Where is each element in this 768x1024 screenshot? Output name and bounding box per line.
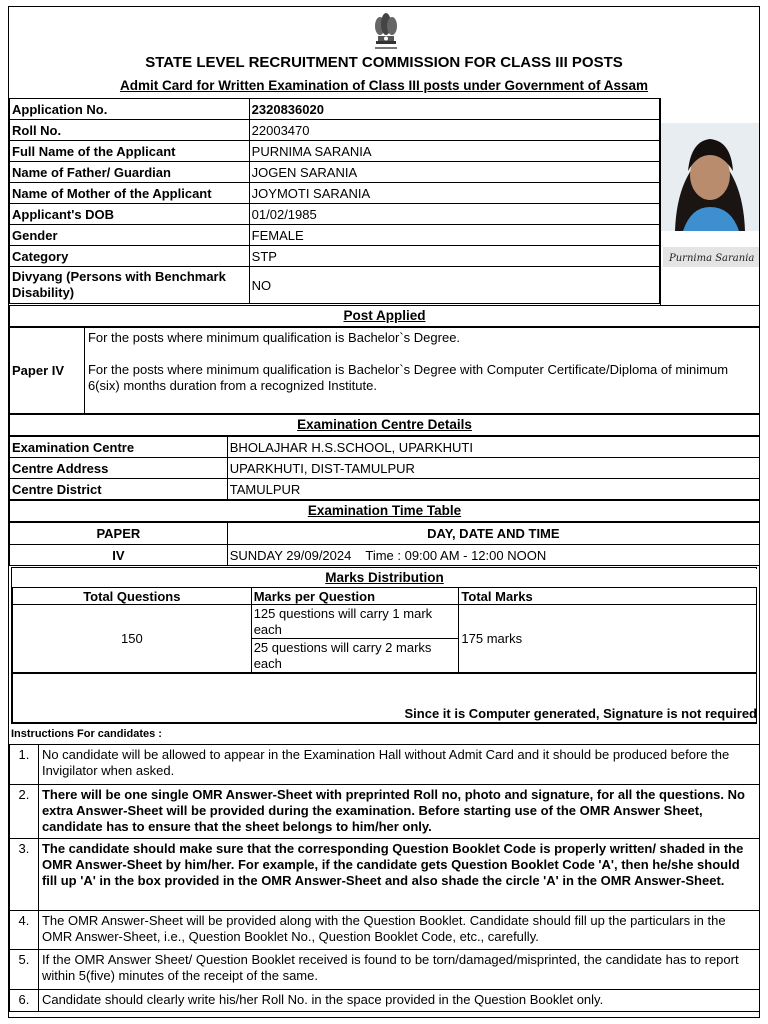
field-label: Name of Father/ Guardian (10, 162, 250, 183)
post-line-1: For the posts where minimum qualification is Bachelor`s Degree. (87, 330, 461, 345)
signature-text: Purnima Sarania (669, 253, 755, 264)
table-row (10, 267, 660, 304)
table-row (13, 605, 757, 639)
exam-date: SUNDAY 29/09/2024 (229, 547, 352, 563)
field-label: Name of Mother of the Applicant (10, 183, 250, 204)
category-value: STP (249, 246, 659, 267)
roll-no-value: 22003470 (249, 120, 659, 141)
marks-heading: Marks Distribution (12, 569, 757, 587)
divyang-value: NO (249, 267, 659, 304)
mother-name-value: JOYMOTI SARANIA (249, 183, 659, 204)
paper-label: Paper IV (10, 328, 85, 414)
field-label: Application No. (10, 99, 250, 120)
marks-per-question-2: 25 questions will carry 2 marks each (251, 639, 459, 673)
signature-note: Since it is Computer generated, Signature is not required (404, 706, 757, 721)
state-emblem-icon (367, 9, 405, 53)
table-row (10, 950, 760, 990)
dob-value: 01/02/1985 (249, 204, 659, 225)
instruction-number: 3. (10, 839, 39, 911)
table-row (10, 99, 660, 120)
paper-value: IV (10, 545, 228, 566)
table-row (10, 839, 760, 911)
instructions-heading: Instructions For candidates : (11, 728, 162, 740)
post-applied-table (9, 327, 760, 414)
centre-district-value: TAMULPUR (227, 479, 759, 500)
field-label: Roll No. (10, 120, 250, 141)
field-label: Category (10, 246, 250, 267)
father-name-value: JOGEN SARANIA (249, 162, 659, 183)
field-label: Gender (10, 225, 250, 246)
instruction-number: 5. (10, 950, 39, 990)
instructions-table (9, 744, 760, 1012)
total-questions-header: Total Questions (13, 588, 252, 605)
timetable-heading: Examination Time Table (9, 500, 760, 522)
marks-per-question-1: 125 questions will carry 1 mark each (251, 605, 459, 639)
marks-per-question-header: Marks per Question (251, 588, 459, 605)
post-applied-heading: Post Applied (9, 305, 760, 327)
date-column-header: DAY, DATE AND TIME (227, 523, 759, 545)
table-row (10, 745, 760, 785)
centre-heading: Examination Centre Details (9, 414, 760, 436)
field-label: Centre District (10, 479, 228, 500)
table-row (10, 785, 760, 839)
instruction-text: If the OMR Answer Sheet/ Question Booklet received is found to be torn/damaged/misprinted, the candidate has to report within 5(five) minutes of the receipt of the same. (38, 950, 759, 990)
applicant-name-value: PURNIMA SARANIA (249, 141, 659, 162)
instruction-text: There will be one single OMR Answer-Sheet with preprinted Roll no, photo and signature, for all the questions. No extra Answer-Sheet will be provided during the examination. Before starting use of the OMR Answer Sheet, candidate has to ensure that the sheet belongs to him/her only. (38, 785, 759, 839)
table-row (10, 204, 660, 225)
table-row (10, 183, 660, 204)
table-row (10, 141, 660, 162)
instruction-text: The candidate should make sure that the corresponding Question Booklet Code is properly written/ shaded in the OMR Answer-Sheet by him/her. For example, if the candidate gets Question Booklet Code 'A', then he/she should fill up 'A' in the box provided in the OMR Answer-Sheet and also shade the circle 'A' in the OMR Answer-Sheet. (38, 839, 759, 911)
date-time-cell (227, 545, 759, 566)
admit-card (8, 6, 760, 1018)
instruction-number: 4. (10, 911, 39, 950)
instruction-number: 2. (10, 785, 39, 839)
table-row (10, 437, 760, 458)
table-row (10, 225, 660, 246)
applicant-details-table (9, 98, 660, 304)
total-questions-value: 150 (13, 605, 252, 673)
field-label: Examination Centre (10, 437, 228, 458)
table-row (10, 479, 760, 500)
field-label: Applicant's DOB (10, 204, 250, 225)
table-row (13, 588, 757, 605)
total-marks-value: 175 marks (459, 605, 757, 673)
marks-table (12, 587, 757, 673)
centre-table (9, 436, 760, 500)
total-marks-header: Total Marks (459, 588, 757, 605)
instruction-text: No candidate will be allowed to appear in the Examination Hall without Admit Card and it should be produced before the Invigilator when asked. (38, 745, 759, 785)
applicant-signature (663, 247, 759, 267)
post-line-2: For the posts where minimum qualification is Bachelor`s Degree with Computer Certificate/Diploma of minimum 6(six) months duration from a recognized Institute. (87, 362, 729, 393)
table-row (10, 162, 660, 183)
table-row (10, 911, 760, 950)
applicant-photo (661, 123, 759, 231)
field-label: Full Name of the Applicant (10, 141, 250, 162)
application-no-value: 2320836020 (249, 99, 659, 120)
table-row (10, 990, 760, 1012)
exam-centre-value: BHOLAJHAR H.S.SCHOOL, UPARKHUTI (227, 437, 759, 458)
table-row (10, 328, 760, 414)
field-label: Divyang (Persons with Benchmark Disability) (10, 267, 250, 304)
post-description (84, 328, 759, 414)
instruction-text: Candidate should clearly write his/her Roll No. in the space provided in the Question Booklet only. (38, 990, 759, 1012)
exam-time: Time : 09:00 AM - 12:00 NOON (365, 547, 547, 563)
table-row (10, 120, 660, 141)
gender-value: FEMALE (249, 225, 659, 246)
instruction-text: The OMR Answer-Sheet will be provided along with the Question Booklet. Candidate should fill up the particulars in the OMR Answer-Sheet, i.e., Question Booklet No., Question Booklet Code, etc., carefully. (38, 911, 759, 950)
table-row (10, 545, 760, 566)
timetable-table (9, 522, 760, 566)
admit-card-subtitle: Admit Card for Written Examination of Class III posts under Government of Assam (119, 78, 649, 93)
instruction-number: 1. (10, 745, 39, 785)
table-row (10, 246, 660, 267)
field-label: Centre Address (10, 458, 228, 479)
divider (660, 98, 661, 306)
paper-column-header: PAPER (10, 523, 228, 545)
table-row (10, 458, 760, 479)
instruction-number: 6. (10, 990, 39, 1012)
commission-title: STATE LEVEL RECRUITMENT COMMISSION FOR CLASS III POSTS (145, 54, 623, 71)
centre-address-value: UPARKHUTI, DIST-TAMULPUR (227, 458, 759, 479)
table-row (10, 523, 760, 545)
